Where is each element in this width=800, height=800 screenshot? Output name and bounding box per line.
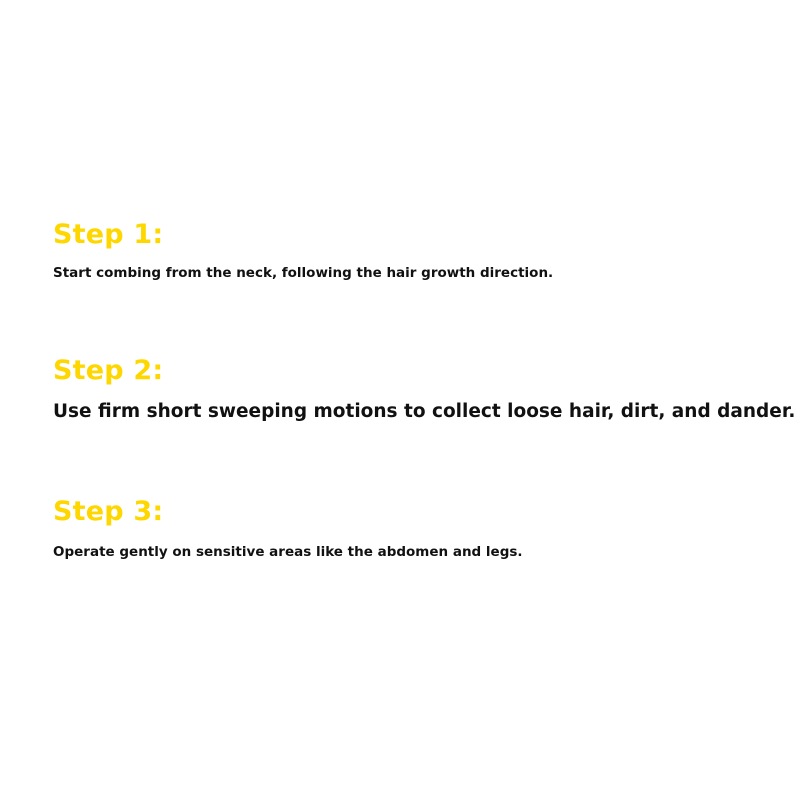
step-1-title: Step 1:: [53, 219, 164, 250]
step-1-description: Start combing from the neck, following the hair growth direction.: [53, 265, 554, 281]
step-2-description: Use firm short sweeping motions to collect loose hair, dirt, and dander.: [53, 401, 796, 422]
step-3-title: Step 3:: [53, 496, 164, 527]
step-2-title: Step 2:: [53, 355, 164, 386]
step-2: [53, 355, 796, 422]
step-3-description: Operate gently on sensitive areas like the abdomen and legs.: [53, 544, 523, 560]
step-1: [53, 221, 760, 281]
step-3: [53, 498, 760, 560]
